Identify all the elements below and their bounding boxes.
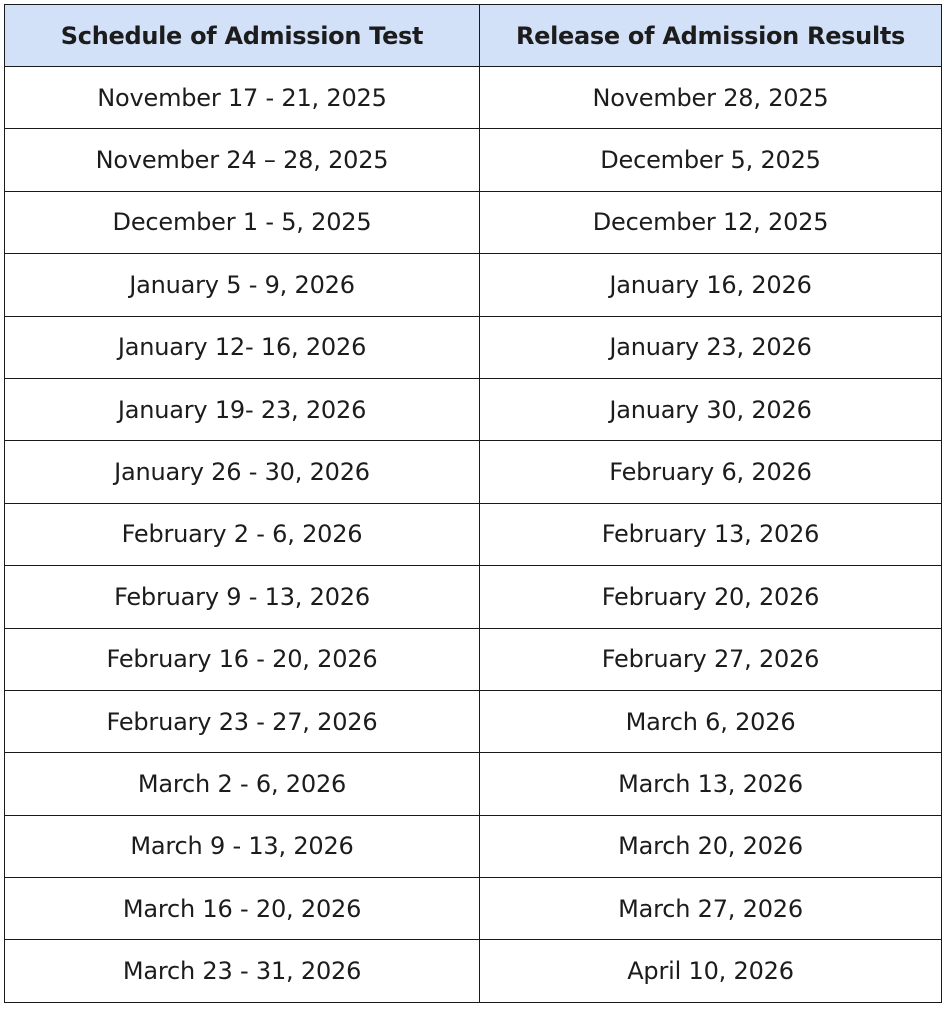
result-date-cell: February 20, 2026: [480, 566, 942, 628]
result-date-cell: December 12, 2025: [480, 191, 942, 253]
result-date-cell: February 13, 2026: [480, 503, 942, 565]
table-row: [5, 129, 942, 191]
result-date-cell: March 20, 2026: [480, 815, 942, 877]
test-date-cell: November 17 - 21, 2025: [5, 67, 480, 129]
header-schedule-of-admission-test: Schedule of Admission Test: [5, 5, 480, 67]
test-date-cell: March 23 - 31, 2026: [5, 940, 480, 1002]
table-row: [5, 940, 942, 1002]
result-date-cell: November 28, 2025: [480, 67, 942, 129]
test-date-cell: January 26 - 30, 2026: [5, 441, 480, 503]
table-row: [5, 753, 942, 815]
result-date-cell: January 16, 2026: [480, 254, 942, 316]
result-date-cell: January 30, 2026: [480, 378, 942, 440]
admission-schedule-table: [4, 4, 942, 1003]
result-date-cell: December 5, 2025: [480, 129, 942, 191]
header-release-of-admission-results: Release of Admission Results: [480, 5, 942, 67]
table-row: [5, 815, 942, 877]
table-row: [5, 441, 942, 503]
result-date-cell: February 6, 2026: [480, 441, 942, 503]
table-row: [5, 878, 942, 940]
test-date-cell: January 19- 23, 2026: [5, 378, 480, 440]
result-date-cell: January 23, 2026: [480, 316, 942, 378]
test-date-cell: February 16 - 20, 2026: [5, 628, 480, 690]
test-date-cell: March 2 - 6, 2026: [5, 753, 480, 815]
result-date-cell: April 10, 2026: [480, 940, 942, 1002]
table-row: [5, 67, 942, 129]
result-date-cell: March 27, 2026: [480, 878, 942, 940]
result-date-cell: March 13, 2026: [480, 753, 942, 815]
table-row: [5, 503, 942, 565]
test-date-cell: March 9 - 13, 2026: [5, 815, 480, 877]
table-row: [5, 628, 942, 690]
test-date-cell: January 12- 16, 2026: [5, 316, 480, 378]
test-date-cell: November 24 – 28, 2025: [5, 129, 480, 191]
table-row: [5, 316, 942, 378]
table-row: [5, 378, 942, 440]
result-date-cell: March 6, 2026: [480, 690, 942, 752]
table-row: [5, 191, 942, 253]
test-date-cell: January 5 - 9, 2026: [5, 254, 480, 316]
table-row: [5, 566, 942, 628]
test-date-cell: December 1 - 5, 2025: [5, 191, 480, 253]
header-row: [5, 5, 942, 67]
test-date-cell: February 23 - 27, 2026: [5, 690, 480, 752]
result-date-cell: February 27, 2026: [480, 628, 942, 690]
test-date-cell: February 2 - 6, 2026: [5, 503, 480, 565]
test-date-cell: March 16 - 20, 2026: [5, 878, 480, 940]
table-row: [5, 690, 942, 752]
table-body: [5, 67, 942, 1003]
table-row: [5, 254, 942, 316]
test-date-cell: February 9 - 13, 2026: [5, 566, 480, 628]
table-header: [5, 5, 942, 67]
